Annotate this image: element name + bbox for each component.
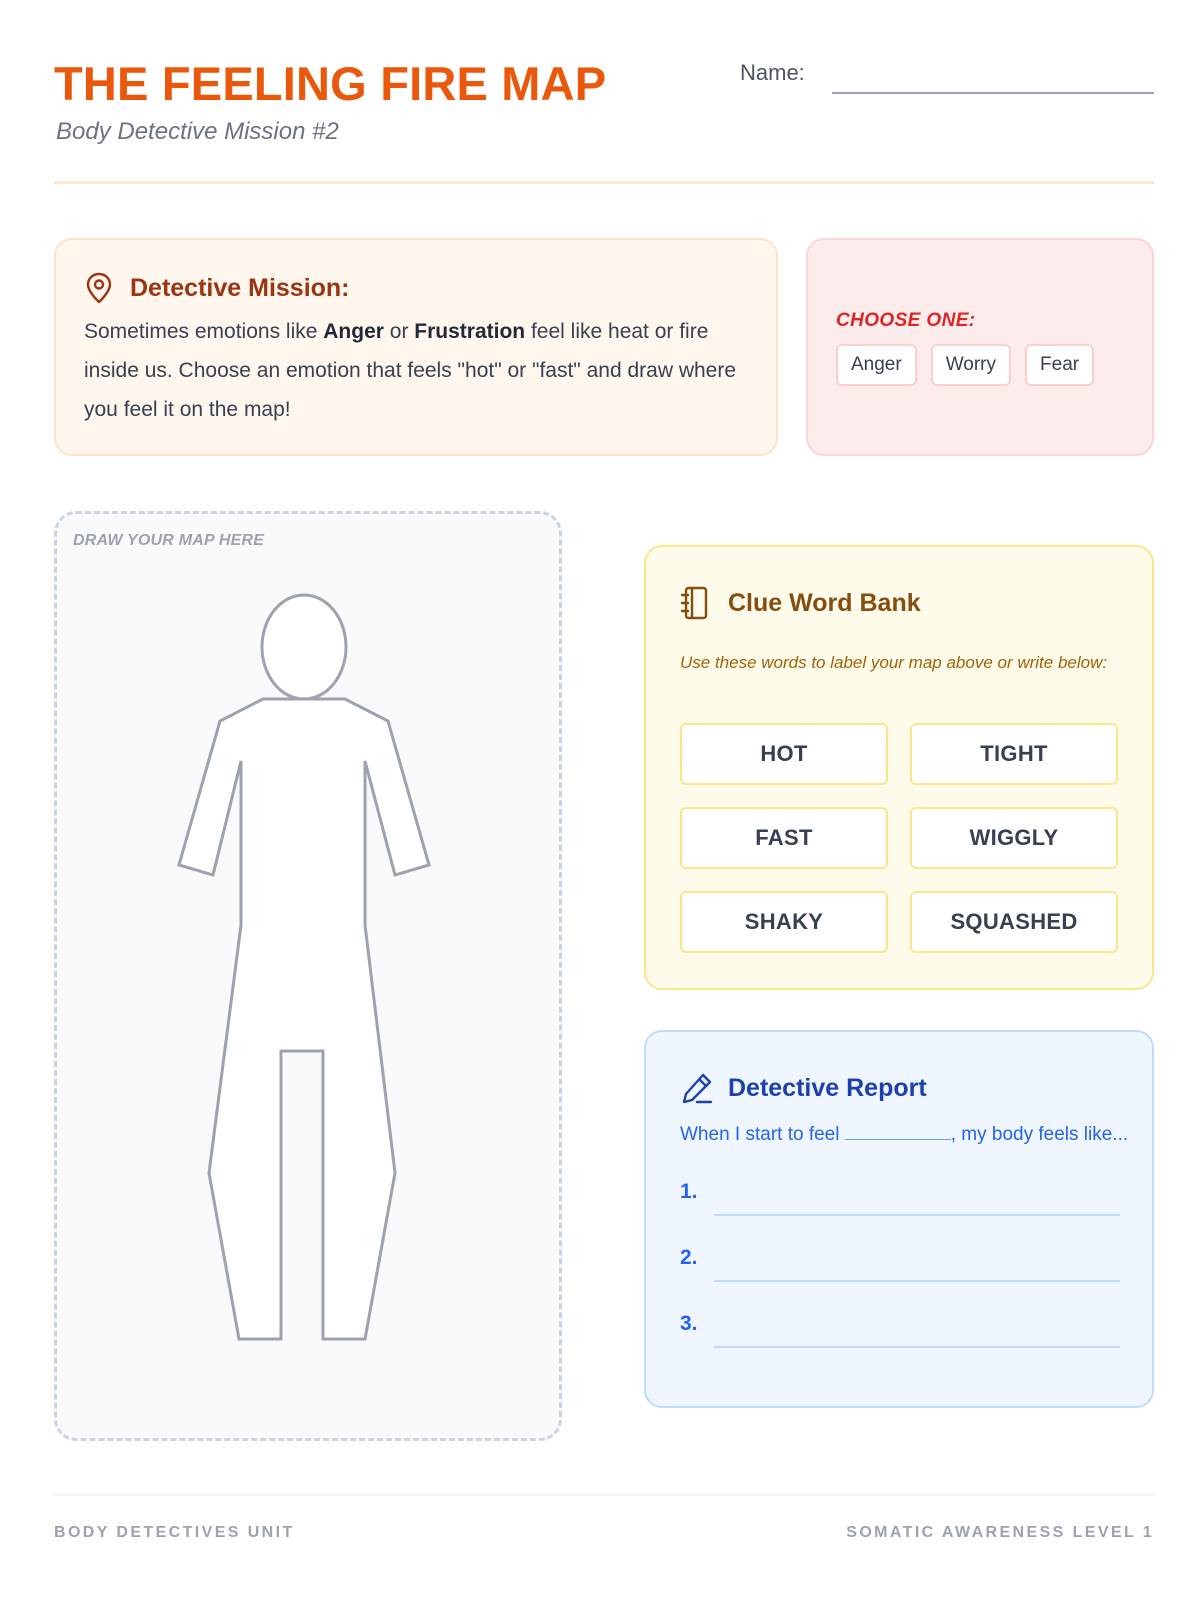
- mission-header: [84, 268, 350, 308]
- map-pin-icon: [84, 272, 114, 304]
- report-line-number: 3.: [680, 1312, 698, 1335]
- clue-title: Clue Word Bank: [728, 588, 921, 617]
- name-label: Name:: [740, 60, 805, 85]
- footer-level-label: SOMATIC AWARENESS LEVEL 1: [846, 1524, 1154, 1541]
- mission-emotion-anger: Anger: [323, 320, 384, 343]
- report-prompt: [680, 1120, 1130, 1148]
- clue-word-grid: [680, 723, 1120, 953]
- choose-label: CHOOSE ONE:: [836, 310, 976, 331]
- clue-word-bank-card: [644, 545, 1154, 990]
- emotion-option-anger[interactable]: Anger: [836, 344, 917, 386]
- name-input-line[interactable]: [832, 92, 1154, 94]
- clue-word-fast: FAST: [680, 807, 888, 869]
- figure-head: [262, 595, 346, 699]
- footer-unit-label: BODY DETECTIVES UNIT: [54, 1524, 295, 1541]
- choose-emotion-card: [806, 238, 1154, 456]
- emotion-option-fear[interactable]: Fear: [1025, 344, 1094, 386]
- clue-word-shaky: SHAKY: [680, 891, 888, 953]
- report-title: Detective Report: [728, 1073, 927, 1102]
- body-map-drawing-area[interactable]: [54, 511, 562, 1441]
- body-outline-figure: [57, 514, 559, 1438]
- emotion-option-worry[interactable]: Worry: [931, 344, 1011, 386]
- clue-word-squashed: SQUASHED: [910, 891, 1118, 953]
- figure-body: [179, 699, 429, 1339]
- report-line: [680, 1246, 1120, 1286]
- clue-word-hot: HOT: [680, 723, 888, 785]
- clue-header: [680, 583, 921, 623]
- notebook-icon: [680, 586, 710, 620]
- report-write-line[interactable]: [714, 1214, 1120, 1216]
- clue-note: Use these words to label your map above or write below:: [680, 653, 1108, 672]
- mission-text-part: Sometimes emotions like: [84, 320, 324, 343]
- report-line: [680, 1180, 1120, 1220]
- mission-text: [84, 312, 754, 429]
- report-line-number: 2.: [680, 1246, 698, 1269]
- mission-card: [54, 238, 778, 456]
- report-prompt-end: , my body feels like...: [950, 1124, 1129, 1145]
- map-label: DRAW YOUR MAP HERE: [73, 532, 265, 549]
- mission-title: Detective Mission:: [130, 273, 350, 302]
- report-header: [680, 1068, 927, 1108]
- mission-emotion-frustration: Frustration: [414, 320, 526, 343]
- header-divider: [54, 181, 1154, 184]
- footer-divider: [54, 1494, 1154, 1496]
- emotion-blank[interactable]: [845, 1120, 951, 1140]
- mission-text-part: or: [383, 320, 415, 343]
- mission-text-part: feel like heat or fire inside us. Choose an emotion that feels "hot" or "fast" and draw where you feel it on the map!: [84, 320, 737, 421]
- pencil-icon: [680, 1071, 714, 1105]
- report-line-number: 1.: [680, 1180, 698, 1203]
- worksheet-header: [54, 52, 1154, 182]
- report-write-line[interactable]: [714, 1346, 1120, 1348]
- clue-word-wiggly: WIGGLY: [910, 807, 1118, 869]
- clue-word-tight: TIGHT: [910, 723, 1118, 785]
- emotion-options: [836, 344, 1108, 386]
- detective-report-card: [644, 1030, 1154, 1408]
- report-line: [680, 1312, 1120, 1352]
- report-write-line[interactable]: [714, 1280, 1120, 1282]
- page-title: THE FEELING FIRE MAP: [54, 57, 607, 110]
- page-subtitle: Body Detective Mission #2: [56, 118, 339, 145]
- report-prompt-start: When I start to feel: [680, 1124, 845, 1145]
